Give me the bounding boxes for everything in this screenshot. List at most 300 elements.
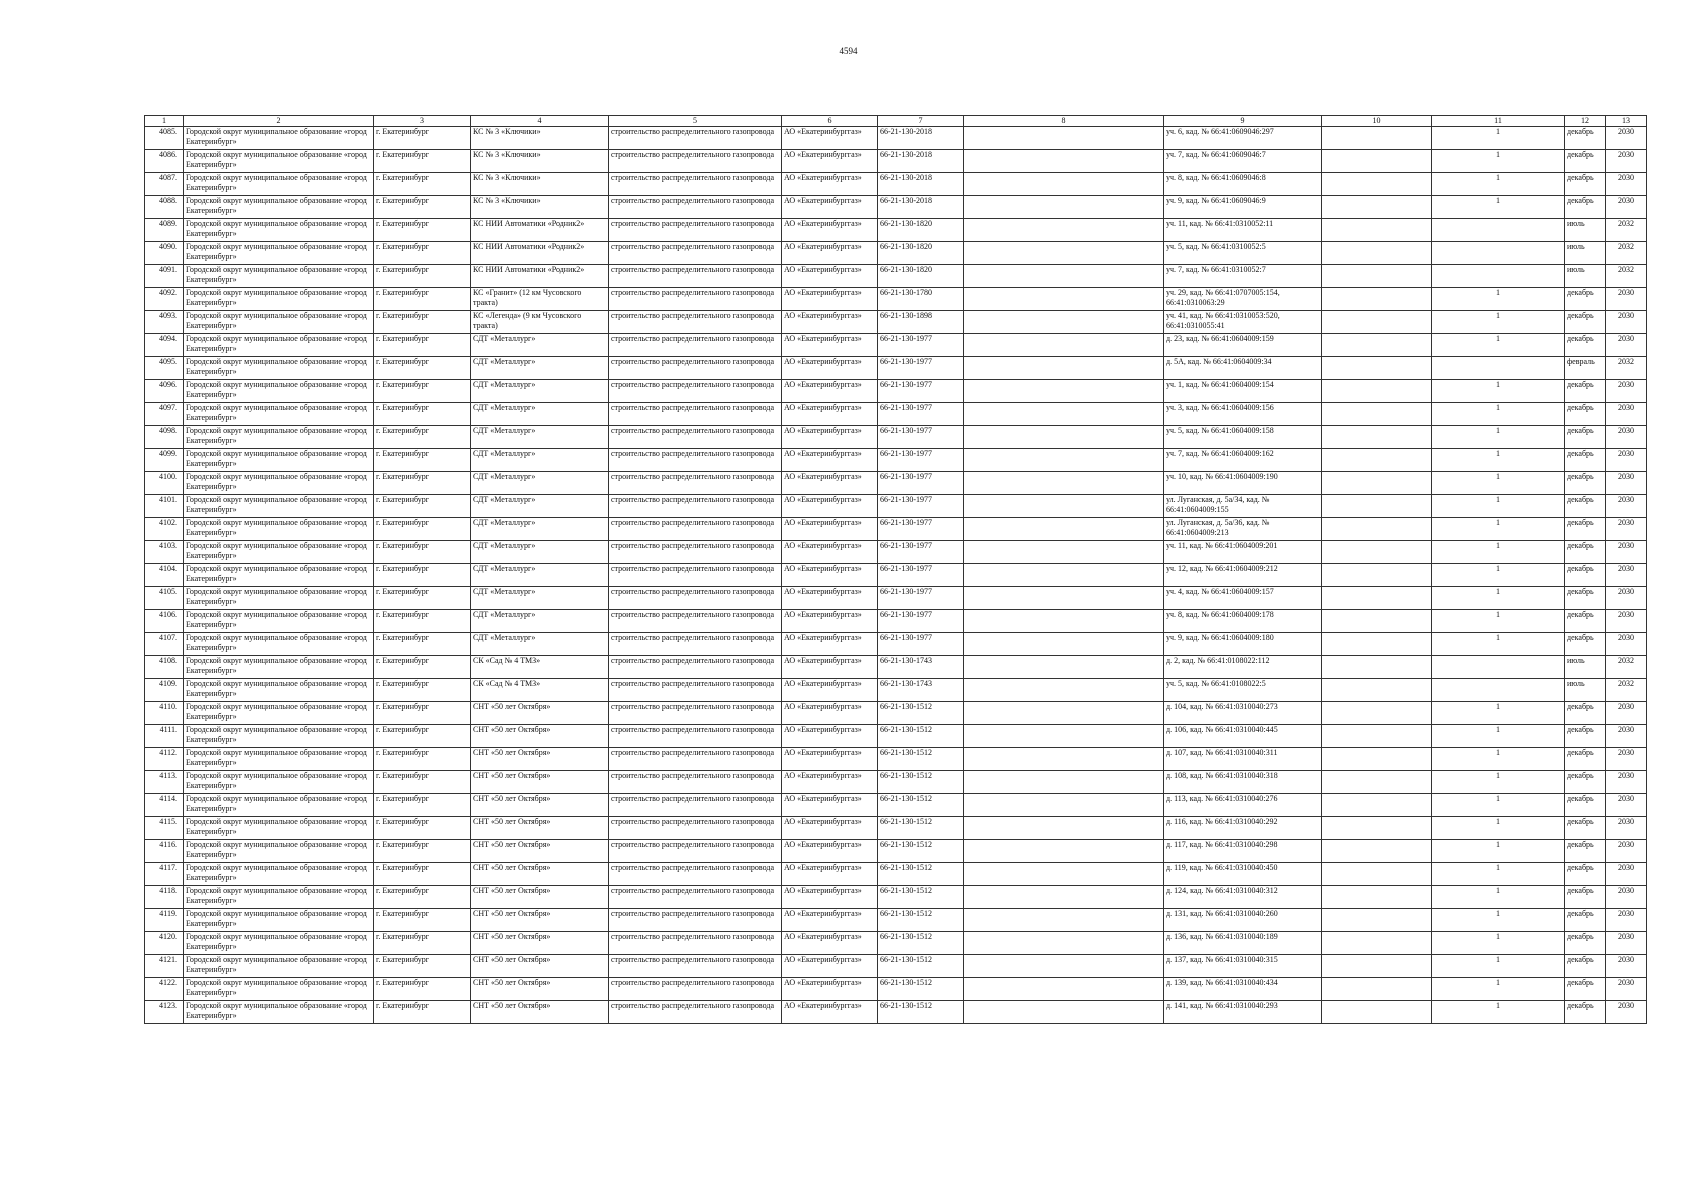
cell-year: 2030: [1606, 794, 1647, 817]
cell-municipality: Городской округ муниципальное образование «город Екатеринбург»: [184, 909, 374, 932]
cell-extra: [964, 288, 1164, 311]
gas-pipeline-table: [144, 115, 1647, 1024]
cell-year: 2032: [1606, 219, 1647, 242]
cell-settlement: СНТ «50 лет Октября»: [471, 840, 609, 863]
cell-year: 2030: [1606, 127, 1647, 150]
cell-month: декабрь: [1565, 909, 1606, 932]
cell-register-number: 66-21-130-1820: [878, 219, 964, 242]
cell-register-number: 66-21-130-2018: [878, 127, 964, 150]
cell-extra: [964, 817, 1164, 840]
cell-municipality: Городской округ муниципальное образование «город Екатеринбург»: [184, 932, 374, 955]
cell-plot-address: уч. 5, кад. № 66:41:0604009:158: [1164, 426, 1322, 449]
cell-col-10: [1322, 679, 1432, 702]
table-row: [145, 955, 1647, 978]
cell-settlement: СДТ «Металлург»: [471, 633, 609, 656]
cell-row-number: 4085.: [145, 127, 184, 150]
cell-year: 2030: [1606, 334, 1647, 357]
cell-settlement: СДТ «Металлург»: [471, 380, 609, 403]
cell-operator: АО «Екатеринбурггаз»: [782, 725, 878, 748]
cell-operator: АО «Екатеринбурггаз»: [782, 265, 878, 288]
cell-settlement: КС «Гранит» (12 км Чусовского тракта): [471, 288, 609, 311]
cell-work-type: строительство распределительного газопровода: [609, 909, 782, 932]
cell-extra: [964, 794, 1164, 817]
cell-col-10: [1322, 702, 1432, 725]
cell-register-number: 66-21-130-1512: [878, 748, 964, 771]
cell-operator: АО «Екатеринбурггаз»: [782, 633, 878, 656]
cell-extra: [964, 426, 1164, 449]
cell-operator: АО «Екатеринбурггаз»: [782, 863, 878, 886]
cell-settlement: СНТ «50 лет Октября»: [471, 702, 609, 725]
table-header: [145, 116, 1647, 127]
cell-city: г. Екатеринбург: [374, 633, 471, 656]
cell-operator: АО «Екатеринбурггаз»: [782, 219, 878, 242]
cell-register-number: 66-21-130-1820: [878, 265, 964, 288]
cell-col-10: [1322, 564, 1432, 587]
cell-register-number: 66-21-130-1512: [878, 771, 964, 794]
cell-row-number: 4118.: [145, 886, 184, 909]
cell-operator: АО «Екатеринбурггаз»: [782, 886, 878, 909]
table-row: [145, 219, 1647, 242]
cell-municipality: Городской округ муниципальное образование «город Екатеринбург»: [184, 403, 374, 426]
table-row: [145, 472, 1647, 495]
cell-settlement: СДТ «Металлург»: [471, 472, 609, 495]
cell-extra: [964, 242, 1164, 265]
cell-city: г. Екатеринбург: [374, 173, 471, 196]
cell-year: 2030: [1606, 702, 1647, 725]
cell-city: г. Екатеринбург: [374, 932, 471, 955]
cell-col-10: [1322, 656, 1432, 679]
cell-register-number: 66-21-130-1977: [878, 426, 964, 449]
cell-municipality: Городской округ муниципальное образование «город Екатеринбург»: [184, 725, 374, 748]
cell-quantity: 1: [1432, 426, 1565, 449]
cell-quantity: 1: [1432, 794, 1565, 817]
cell-col-10: [1322, 587, 1432, 610]
cell-extra: [964, 173, 1164, 196]
cell-extra: [964, 518, 1164, 541]
cell-row-number: 4087.: [145, 173, 184, 196]
cell-city: г. Екатеринбург: [374, 909, 471, 932]
cell-month: декабрь: [1565, 426, 1606, 449]
cell-city: г. Екатеринбург: [374, 380, 471, 403]
cell-extra: [964, 725, 1164, 748]
cell-operator: АО «Екатеринбурггаз»: [782, 472, 878, 495]
cell-month: декабрь: [1565, 495, 1606, 518]
cell-work-type: строительство распределительного газопровода: [609, 817, 782, 840]
cell-row-number: 4103.: [145, 541, 184, 564]
cell-quantity: [1432, 219, 1565, 242]
cell-plot-address: ул. Луганская, д. 5а/34, кад. № 66:41:0604009:155: [1164, 495, 1322, 518]
cell-month: декабрь: [1565, 150, 1606, 173]
cell-quantity: 1: [1432, 633, 1565, 656]
cell-plot-address: уч. 12, кад. № 66:41:0604009:212: [1164, 564, 1322, 587]
cell-col-10: [1322, 771, 1432, 794]
cell-register-number: 66-21-130-1512: [878, 886, 964, 909]
cell-work-type: строительство распределительного газопровода: [609, 495, 782, 518]
cell-plot-address: уч. 29, кад. № 66:41:0707005:154, 66:41:0310063:29: [1164, 288, 1322, 311]
table-row: [145, 725, 1647, 748]
cell-work-type: строительство распределительного газопровода: [609, 932, 782, 955]
cell-city: г. Екатеринбург: [374, 1001, 471, 1024]
cell-month: декабрь: [1565, 886, 1606, 909]
cell-quantity: 1: [1432, 955, 1565, 978]
cell-year: 2030: [1606, 840, 1647, 863]
cell-municipality: Городской округ муниципальное образование «город Екатеринбург»: [184, 1001, 374, 1024]
cell-year: 2030: [1606, 633, 1647, 656]
cell-work-type: строительство распределительного газопровода: [609, 219, 782, 242]
cell-settlement: СДТ «Металлург»: [471, 334, 609, 357]
cell-work-type: строительство распределительного газопровода: [609, 426, 782, 449]
cell-row-number: 4102.: [145, 518, 184, 541]
cell-quantity: 1: [1432, 196, 1565, 219]
cell-col-10: [1322, 196, 1432, 219]
cell-settlement: СНТ «50 лет Октября»: [471, 817, 609, 840]
table-row: [145, 702, 1647, 725]
cell-municipality: Городской округ муниципальное образование «город Екатеринбург»: [184, 242, 374, 265]
cell-extra: [964, 219, 1164, 242]
cell-col-10: [1322, 817, 1432, 840]
cell-work-type: строительство распределительного газопровода: [609, 564, 782, 587]
cell-municipality: Городской округ муниципальное образование «город Екатеринбург»: [184, 357, 374, 380]
cell-col-10: [1322, 449, 1432, 472]
cell-quantity: 1: [1432, 748, 1565, 771]
cell-operator: АО «Екатеринбурггаз»: [782, 794, 878, 817]
cell-col-10: [1322, 840, 1432, 863]
cell-settlement: КС НИИ Автоматики «Родник2»: [471, 265, 609, 288]
cell-quantity: 1: [1432, 518, 1565, 541]
cell-col-10: [1322, 357, 1432, 380]
cell-month: декабрь: [1565, 863, 1606, 886]
cell-row-number: 4108.: [145, 656, 184, 679]
cell-col-10: [1322, 863, 1432, 886]
cell-month: декабрь: [1565, 932, 1606, 955]
cell-extra: [964, 748, 1164, 771]
cell-operator: АО «Екатеринбурггаз»: [782, 840, 878, 863]
cell-month: декабрь: [1565, 127, 1606, 150]
cell-year: 2030: [1606, 771, 1647, 794]
cell-plot-address: д. 2, кад. № 66:41:0108022:112: [1164, 656, 1322, 679]
cell-register-number: 66-21-130-1512: [878, 794, 964, 817]
cell-work-type: строительство распределительного газопровода: [609, 334, 782, 357]
cell-municipality: Городской округ муниципальное образование «город Екатеринбург»: [184, 150, 374, 173]
cell-col-10: [1322, 219, 1432, 242]
cell-month: июль: [1565, 219, 1606, 242]
cell-plot-address: уч. 7, кад. № 66:41:0310052:7: [1164, 265, 1322, 288]
cell-city: г. Екатеринбург: [374, 610, 471, 633]
cell-plot-address: уч. 41, кад. № 66:41:0310053:520, 66:41:0310055:41: [1164, 311, 1322, 334]
cell-municipality: Городской округ муниципальное образование «город Екатеринбург»: [184, 541, 374, 564]
cell-city: г. Екатеринбург: [374, 219, 471, 242]
table-row: [145, 978, 1647, 1001]
cell-plot-address: уч. 5, кад. № 66:41:0310052:5: [1164, 242, 1322, 265]
cell-quantity: [1432, 679, 1565, 702]
cell-quantity: 1: [1432, 1001, 1565, 1024]
cell-extra: [964, 564, 1164, 587]
cell-quantity: 1: [1432, 472, 1565, 495]
cell-settlement: СНТ «50 лет Октября»: [471, 863, 609, 886]
cell-row-number: 4092.: [145, 288, 184, 311]
cell-plot-address: уч. 9, кад. № 66:41:0604009:180: [1164, 633, 1322, 656]
cell-plot-address: д. 5А, кад. № 66:41:0604009:34: [1164, 357, 1322, 380]
cell-operator: АО «Екатеринбурггаз»: [782, 150, 878, 173]
cell-month: декабрь: [1565, 610, 1606, 633]
table-row: [145, 403, 1647, 426]
cell-work-type: строительство распределительного газопровода: [609, 656, 782, 679]
cell-city: г. Екатеринбург: [374, 679, 471, 702]
cell-city: г. Екатеринбург: [374, 288, 471, 311]
cell-plot-address: д. 124, кад. № 66:41:0310040:312: [1164, 886, 1322, 909]
table-row: [145, 610, 1647, 633]
cell-year: 2030: [1606, 610, 1647, 633]
cell-city: г. Екатеринбург: [374, 242, 471, 265]
cell-col-10: [1322, 1001, 1432, 1024]
cell-operator: АО «Екатеринбурггаз»: [782, 610, 878, 633]
cell-city: г. Екатеринбург: [374, 472, 471, 495]
cell-year: 2030: [1606, 932, 1647, 955]
cell-quantity: 1: [1432, 840, 1565, 863]
cell-plot-address: уч. 6, кад. № 66:41:0609046:297: [1164, 127, 1322, 150]
cell-plot-address: уч. 7, кад. № 66:41:0609046:7: [1164, 150, 1322, 173]
cell-city: г. Екатеринбург: [374, 725, 471, 748]
cell-settlement: СДТ «Металлург»: [471, 403, 609, 426]
table-row: [145, 426, 1647, 449]
cell-settlement: СДТ «Металлург»: [471, 564, 609, 587]
header-row: [145, 116, 1647, 127]
cell-work-type: строительство распределительного газопровода: [609, 679, 782, 702]
table-row: [145, 909, 1647, 932]
cell-year: 2030: [1606, 564, 1647, 587]
cell-operator: АО «Екатеринбурггаз»: [782, 380, 878, 403]
cell-operator: АО «Екатеринбурггаз»: [782, 564, 878, 587]
cell-plot-address: уч. 4, кад. № 66:41:0604009:157: [1164, 587, 1322, 610]
table-row: [145, 633, 1647, 656]
cell-work-type: строительство распределительного газопровода: [609, 127, 782, 150]
cell-month: июль: [1565, 656, 1606, 679]
cell-plot-address: д. 136, кад. № 66:41:0310040:189: [1164, 932, 1322, 955]
cell-municipality: Городской округ муниципальное образование «город Екатеринбург»: [184, 610, 374, 633]
cell-extra: [964, 541, 1164, 564]
cell-year: 2030: [1606, 426, 1647, 449]
cell-settlement: СК «Сад № 4 ТМЗ»: [471, 679, 609, 702]
cell-register-number: 66-21-130-1512: [878, 932, 964, 955]
cell-register-number: 66-21-130-1977: [878, 518, 964, 541]
cell-operator: АО «Екатеринбурггаз»: [782, 449, 878, 472]
cell-month: декабрь: [1565, 173, 1606, 196]
cell-col-10: [1322, 610, 1432, 633]
cell-settlement: СНТ «50 лет Октября»: [471, 955, 609, 978]
cell-operator: АО «Екатеринбурггаз»: [782, 242, 878, 265]
cell-register-number: 66-21-130-1977: [878, 587, 964, 610]
cell-col-10: [1322, 909, 1432, 932]
cell-municipality: Городской округ муниципальное образование «город Екатеринбург»: [184, 127, 374, 150]
cell-row-number: 4095.: [145, 357, 184, 380]
cell-register-number: 66-21-130-1977: [878, 610, 964, 633]
column-header-12: 12: [1565, 116, 1606, 127]
cell-quantity: 1: [1432, 173, 1565, 196]
cell-work-type: строительство распределительного газопровода: [609, 150, 782, 173]
table-row: [145, 449, 1647, 472]
table-row: [145, 1001, 1647, 1024]
cell-quantity: 1: [1432, 564, 1565, 587]
cell-quantity: 1: [1432, 403, 1565, 426]
cell-plot-address: д. 139, кад. № 66:41:0310040:434: [1164, 978, 1322, 1001]
cell-settlement: КС № 3 «Ключики»: [471, 127, 609, 150]
cell-municipality: Городской округ муниципальное образование «город Екатеринбург»: [184, 587, 374, 610]
column-header-13: 13: [1606, 116, 1647, 127]
cell-work-type: строительство распределительного газопровода: [609, 794, 782, 817]
table-row: [145, 863, 1647, 886]
cell-municipality: Городской округ муниципальное образование «город Екатеринбург»: [184, 380, 374, 403]
column-header-4: 4: [471, 116, 609, 127]
cell-operator: АО «Екатеринбурггаз»: [782, 817, 878, 840]
cell-municipality: Городской округ муниципальное образование «город Екатеринбург»: [184, 771, 374, 794]
cell-extra: [964, 863, 1164, 886]
cell-register-number: 66-21-130-1512: [878, 702, 964, 725]
cell-plot-address: д. 106, кад. № 66:41:0310040:445: [1164, 725, 1322, 748]
cell-quantity: 1: [1432, 449, 1565, 472]
table-body: [145, 127, 1647, 1024]
cell-settlement: КС «Легенда» (9 км Чусовского тракта): [471, 311, 609, 334]
cell-quantity: 1: [1432, 886, 1565, 909]
cell-month: декабрь: [1565, 587, 1606, 610]
table-row: [145, 748, 1647, 771]
table-row: [145, 265, 1647, 288]
cell-row-number: 4088.: [145, 196, 184, 219]
table-row: [145, 679, 1647, 702]
cell-city: г. Екатеринбург: [374, 587, 471, 610]
cell-settlement: СНТ «50 лет Октября»: [471, 909, 609, 932]
cell-year: 2030: [1606, 863, 1647, 886]
cell-col-10: [1322, 265, 1432, 288]
cell-col-10: [1322, 495, 1432, 518]
cell-month: декабрь: [1565, 725, 1606, 748]
cell-city: г. Екатеринбург: [374, 817, 471, 840]
cell-municipality: Городской округ муниципальное образование «город Екатеринбург»: [184, 794, 374, 817]
cell-month: декабрь: [1565, 1001, 1606, 1024]
cell-month: декабрь: [1565, 771, 1606, 794]
cell-city: г. Екатеринбург: [374, 518, 471, 541]
cell-city: г. Екатеринбург: [374, 265, 471, 288]
cell-row-number: 4113.: [145, 771, 184, 794]
cell-extra: [964, 610, 1164, 633]
cell-municipality: Городской округ муниципальное образование «город Екатеринбург»: [184, 633, 374, 656]
cell-operator: АО «Екатеринбурггаз»: [782, 541, 878, 564]
cell-row-number: 4100.: [145, 472, 184, 495]
cell-municipality: Городской округ муниципальное образование «город Екатеринбург»: [184, 886, 374, 909]
cell-register-number: 66-21-130-2018: [878, 173, 964, 196]
cell-settlement: КС № 3 «Ключики»: [471, 196, 609, 219]
cell-extra: [964, 196, 1164, 219]
cell-work-type: строительство распределительного газопровода: [609, 725, 782, 748]
cell-row-number: 4120.: [145, 932, 184, 955]
cell-municipality: Городской округ муниципальное образование «город Екатеринбург»: [184, 311, 374, 334]
cell-register-number: 66-21-130-1512: [878, 840, 964, 863]
cell-city: г. Екатеринбург: [374, 495, 471, 518]
cell-plot-address: уч. 10, кад. № 66:41:0604009:190: [1164, 472, 1322, 495]
table-row: [145, 771, 1647, 794]
cell-month: декабрь: [1565, 311, 1606, 334]
cell-month: декабрь: [1565, 702, 1606, 725]
cell-year: 2030: [1606, 725, 1647, 748]
cell-extra: [964, 955, 1164, 978]
cell-row-number: 4091.: [145, 265, 184, 288]
cell-month: декабрь: [1565, 955, 1606, 978]
cell-city: г. Екатеринбург: [374, 840, 471, 863]
cell-year: 2030: [1606, 886, 1647, 909]
table-row: [145, 886, 1647, 909]
cell-register-number: 66-21-130-1977: [878, 633, 964, 656]
cell-row-number: 4089.: [145, 219, 184, 242]
table-row: [145, 518, 1647, 541]
cell-year: 2030: [1606, 518, 1647, 541]
cell-plot-address: д. 117, кад. № 66:41:0310040:298: [1164, 840, 1322, 863]
cell-col-10: [1322, 150, 1432, 173]
cell-extra: [964, 127, 1164, 150]
table-row: [145, 794, 1647, 817]
cell-municipality: Городской округ муниципальное образование «город Екатеринбург»: [184, 449, 374, 472]
cell-row-number: 4110.: [145, 702, 184, 725]
cell-work-type: строительство распределительного газопровода: [609, 380, 782, 403]
cell-city: г. Екатеринбург: [374, 702, 471, 725]
cell-extra: [964, 1001, 1164, 1024]
cell-work-type: строительство распределительного газопровода: [609, 610, 782, 633]
cell-municipality: Городской округ муниципальное образование «город Екатеринбург»: [184, 679, 374, 702]
cell-register-number: 66-21-130-1512: [878, 1001, 964, 1024]
cell-quantity: 1: [1432, 771, 1565, 794]
cell-extra: [964, 380, 1164, 403]
cell-operator: АО «Екатеринбурггаз»: [782, 679, 878, 702]
cell-municipality: Городской округ муниципальное образование «город Екатеринбург»: [184, 702, 374, 725]
cell-quantity: 1: [1432, 702, 1565, 725]
cell-city: г. Екатеринбург: [374, 771, 471, 794]
cell-month: декабрь: [1565, 449, 1606, 472]
cell-month: декабрь: [1565, 978, 1606, 1001]
cell-month: декабрь: [1565, 564, 1606, 587]
cell-city: г. Екатеринбург: [374, 403, 471, 426]
cell-month: февраль: [1565, 357, 1606, 380]
cell-extra: [964, 265, 1164, 288]
cell-col-10: [1322, 403, 1432, 426]
cell-col-10: [1322, 472, 1432, 495]
cell-extra: [964, 150, 1164, 173]
cell-quantity: 1: [1432, 610, 1565, 633]
table-row: [145, 357, 1647, 380]
cell-register-number: 66-21-130-1743: [878, 656, 964, 679]
cell-plot-address: уч. 5, кад. № 66:41:0108022:5: [1164, 679, 1322, 702]
cell-municipality: Городской округ муниципальное образование «город Екатеринбург»: [184, 495, 374, 518]
cell-year: 2030: [1606, 150, 1647, 173]
cell-extra: [964, 334, 1164, 357]
cell-extra: [964, 978, 1164, 1001]
cell-settlement: СДТ «Металлург»: [471, 518, 609, 541]
cell-work-type: строительство распределительного газопровода: [609, 978, 782, 1001]
cell-plot-address: д. 131, кад. № 66:41:0310040:260: [1164, 909, 1322, 932]
cell-register-number: 66-21-130-1977: [878, 541, 964, 564]
cell-row-number: 4097.: [145, 403, 184, 426]
cell-register-number: 66-21-130-1898: [878, 311, 964, 334]
cell-month: декабрь: [1565, 288, 1606, 311]
cell-register-number: 66-21-130-1743: [878, 679, 964, 702]
cell-year: 2032: [1606, 357, 1647, 380]
cell-municipality: Городской округ муниципальное образование «город Екатеринбург»: [184, 564, 374, 587]
cell-row-number: 4121.: [145, 955, 184, 978]
cell-municipality: Городской округ муниципальное образование «город Екатеринбург»: [184, 656, 374, 679]
cell-work-type: строительство распределительного газопровода: [609, 633, 782, 656]
cell-extra: [964, 932, 1164, 955]
cell-register-number: 66-21-130-1977: [878, 403, 964, 426]
cell-plot-address: д. 108, кад. № 66:41:0310040:318: [1164, 771, 1322, 794]
cell-operator: АО «Екатеринбурггаз»: [782, 334, 878, 357]
table-row: [145, 150, 1647, 173]
